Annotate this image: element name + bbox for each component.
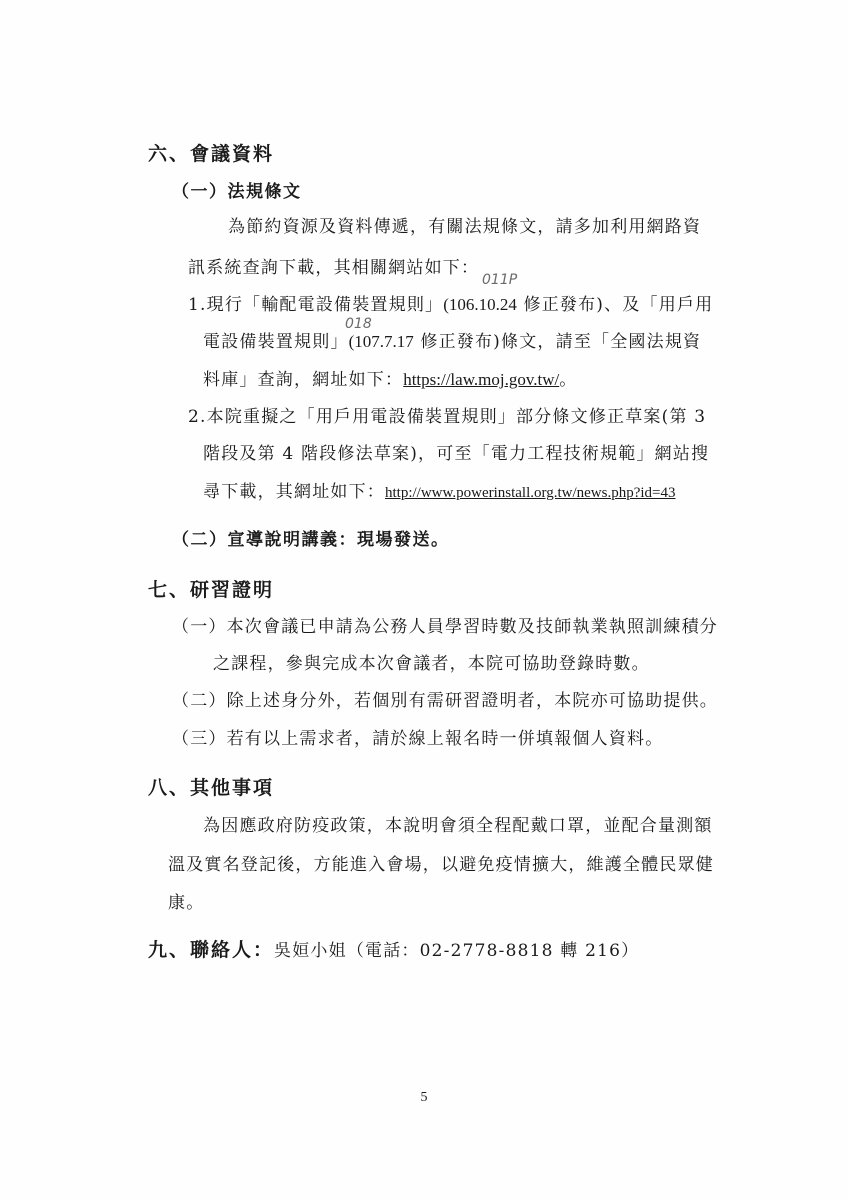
regulation-item-2-line2: 階段及第 4 階段修法草案)，可至「電力工程技術規範」網站搜 (203, 444, 710, 464)
other-matters-line2: 溫及實名登記後，方能進入會場，以避免疫情擴大，維護全體民眾健 (168, 855, 714, 875)
section-seven-heading: 七、研習證明 (148, 579, 275, 601)
certificate-item-2: （二）除上述身分外，若個別有需研習證明者，本院亦可協助提供。 (172, 691, 718, 711)
handwritten-note-2: 018 (345, 316, 372, 332)
section-six-paragraph-line2: 訊系統查詢下載，其相關網站如下： (188, 258, 480, 278)
section-six-paragraph-line1: 為節約資源及資料傳遞，有關法規條文，請多加利用網路資 (228, 217, 702, 237)
certificate-item-3: （三）若有以上需求者，請於線上報名時一併填報個人資料。 (172, 729, 664, 749)
power-install-link[interactable]: http://www.powerinstall.org.tw/news.php?id=43 (385, 485, 676, 501)
certificate-item-1-line2: 之課程，參與完成本次會議者，本院可協助登錄時數。 (213, 654, 650, 674)
section-nine-heading: 九、聯絡人： (148, 939, 275, 961)
other-matters-line1: 為因應政府防疫政策，本說明會須全程配戴口罩，並配合量測額 (203, 816, 713, 836)
section-six-sub1-heading: （一）法規條文 (172, 182, 302, 202)
regulation-item-1-line1: 1.現行「輸配電設備裝置規則」(106.10.24 修正發布)、及「用戶用 (188, 295, 714, 315)
contact-details: 吳姮小姐（電話：02-2778-8818 轉 216） (274, 941, 640, 961)
contact-line (148, 938, 639, 963)
other-matters-line3: 康。 (168, 893, 205, 913)
section-eight-heading: 八、其他事項 (148, 777, 275, 799)
section-six-sub2-heading: （二）宣導說明講義：現場發送。 (172, 530, 450, 550)
page-number: 5 (420, 1090, 428, 1105)
handwritten-note-1: 011P (482, 272, 518, 288)
regulation-item-2-line1: 2.本院重擬之「用戶用電設備裝置規則」部分條文修正草案(第 3 (188, 407, 707, 427)
regulation-item-1-line3: 料庫」查詢，網址如下：https://law.moj.gov.tw/。 (203, 370, 578, 390)
law-database-link[interactable]: https://law.moj.gov.tw/ (403, 370, 560, 389)
section-six-heading: 六、會議資料 (148, 143, 275, 165)
regulation-item-2-line3: 尋下載，其網址如下：http://www.powerinstall.org.tw/news.php?id=43 (203, 482, 676, 502)
certificate-item-1-line1: （一）本次會議已申請為公務人員學習時數及技師執業執照訓練積分 (172, 617, 718, 637)
regulation-item-1-line2: 電設備裝置規則」(107.7.17 修正發布)條文，請至「全國法規資 (203, 332, 702, 352)
